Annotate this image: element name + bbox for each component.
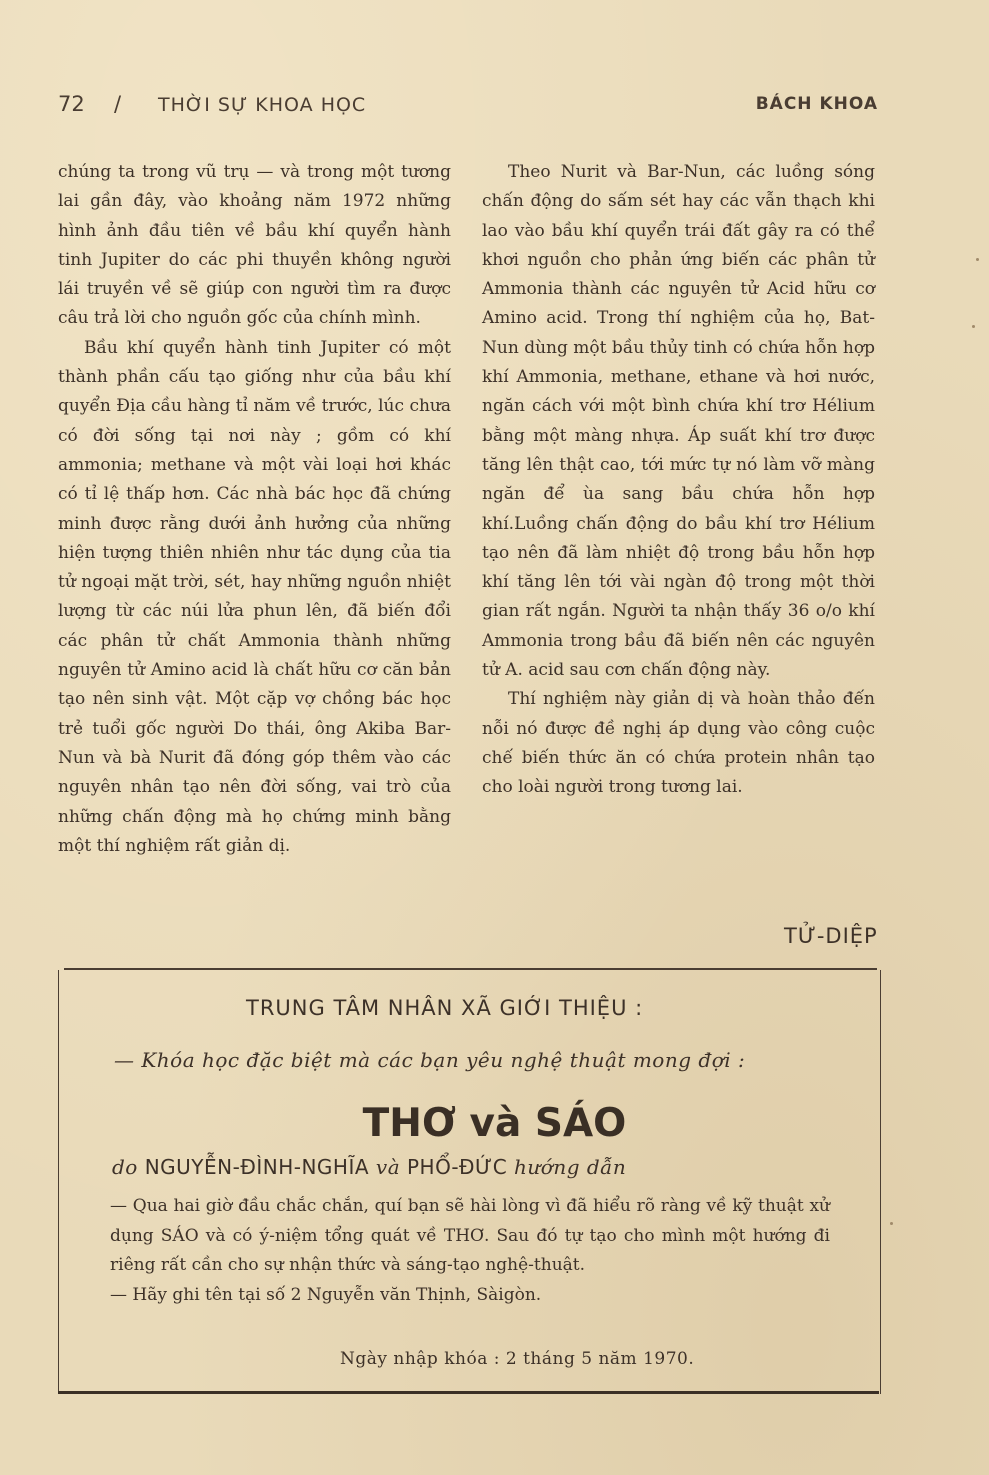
article-paragraph: chúng ta trong vũ trụ — và trong một tương lai gần đây, vào khoảng năm 1972 những hình ảnh đầu tiên về bầu khí quyển hành tinh Jupiter do các phi thuyền không người lái truyền về sẽ giúp con người tìm ra được câu trả lời cho nguồn gốc của chính mình. — [58, 162, 451, 329]
advert-box — [58, 970, 881, 1394]
byline-name-1: NGUYỄN-ĐÌNH-NGHĨA — [144, 1155, 370, 1179]
section-title: THỜI SỰ KHOA HỌC — [158, 94, 367, 116]
advert-body-paragraph: — Qua hai giờ đầu chắc chắn, quí bạn sẽ hài lòng vì đã hiểu rõ ràng về kỹ thuật xử dụng SÁO và có ý-niệm tổng quát về THƠ. Sau đó tự tạo cho mình một hướng đi riêng rất cần cho sự nhận thức và sáng-tạo nghệ-thuật. — [110, 1196, 830, 1275]
advert-body — [110, 1192, 830, 1310]
byline-name-2: PHỔ-ĐỨC — [406, 1155, 508, 1179]
advert-subtitle: — Khóa học đặc biệt mà các bạn yêu nghệ thuật mong đợi : — [114, 1048, 746, 1072]
paper-speck — [890, 1222, 893, 1225]
journal-name: BÁCH KHOA — [755, 94, 878, 114]
advert-title: THƠ và SÁO — [362, 1101, 627, 1146]
paper-speck — [976, 258, 979, 261]
article-column-left — [58, 158, 451, 861]
page-header — [58, 92, 878, 122]
advert-date: Ngày nhập khóa : 2 tháng 5 năm 1970. — [340, 1349, 695, 1369]
article-paragraph: Thí nghiệm này giản dị và hoàn thảo đến nỗi nó được đề nghị áp dụng vào công cuộc chế biến thức ăn có chứa protein nhân tạo cho loài người trong tương lai. — [482, 689, 875, 798]
header-separator: / — [114, 92, 122, 116]
article-paragraph: Bầu khí quyển hành tinh Jupiter có một thành phần cấu tạo giống như của bầu khí quyển Địa cầu hàng tỉ năm về trước, lúc chưa có đời sống tại nơi này ; gồm có khí ammonia; methane và một vài loại hơi khác có tỉ lệ thấp hơn. Các nhà bác học đã chứng minh được rằng dưới ảnh hưởng của những hiện tượng thiên nhiên như tác dụng của tia tử ngoại mặt trời, sét, hay những nguồn nhiệt lượng từ các núi lửa phun lên, đã biến đổi các phân tử chất Ammonia thành những nguyên tử Amino acid là chất hữu cơ căn bản tạo nên sinh vật. Một cặp vợ chồng bác học trẻ tuổi gốc người Do thái, ông Akiba Bar-Nun và bà Nurit đã đóng góp thêm vào các nguyên nhân tạo nên đời sống, vai trò của những chấn động mà họ chứng minh bằng một thí nghiệm rất giản dị. — [58, 337, 451, 856]
byline-prefix: do — [112, 1155, 138, 1179]
paper-speck — [972, 325, 975, 328]
advert-bottom-rule — [58, 1391, 879, 1394]
byline-suffix: hướng dẫn — [514, 1155, 627, 1179]
byline-and: và — [375, 1155, 401, 1179]
author-signature: TỬ-DIỆP — [784, 924, 878, 948]
article-paragraph: Theo Nurit và Bar-Nun, các luồng sóng chấn động do sấm sét hay các vẫn thạch khi lao vào bầu khí quyển trái đất gây ra có thể khơi nguồn cho phản ứng biến các phân tử Ammonia thành các nguyên tử Acid hữu cơ Amino acid. Trong thí nghiệm của họ, Bat-Nun dùng một bầu thủy tinh có chứa hỗn hợp khí Ammonia, methane, ethane và hơi nước, ngăn cách với một bình chứa khí trơ Hélium bằng một màng nhựa. Áp suất khí trơ được tăng lên thật cao, tới mức tự nó làm vỡ màng ngăn để ùa sang bầu chứa hỗn hợp khí.Luồng chấn động do bầu khí trơ Hélium tạo nên đã làm nhiệt độ trong bầu hỗn hợp khí tăng lên tới vài ngàn độ trong một thời gian rất ngắn. Người ta nhận thấy 36 o/o khí Ammonia trong bầu đã biến nên các nguyên tử A. acid sau cơn chấn động này. — [482, 162, 875, 681]
article-column-right — [482, 158, 875, 803]
advert-body-paragraph: — Hãy ghi tên tại số 2 Nguyễn văn Thịnh, Sàigòn. — [110, 1284, 542, 1305]
advert-byline — [112, 1155, 626, 1179]
page-number: 72 — [58, 92, 85, 116]
advert-heading: TRUNG TÂM NHÂN XÃ GIỚI THIỆU : — [246, 996, 644, 1020]
